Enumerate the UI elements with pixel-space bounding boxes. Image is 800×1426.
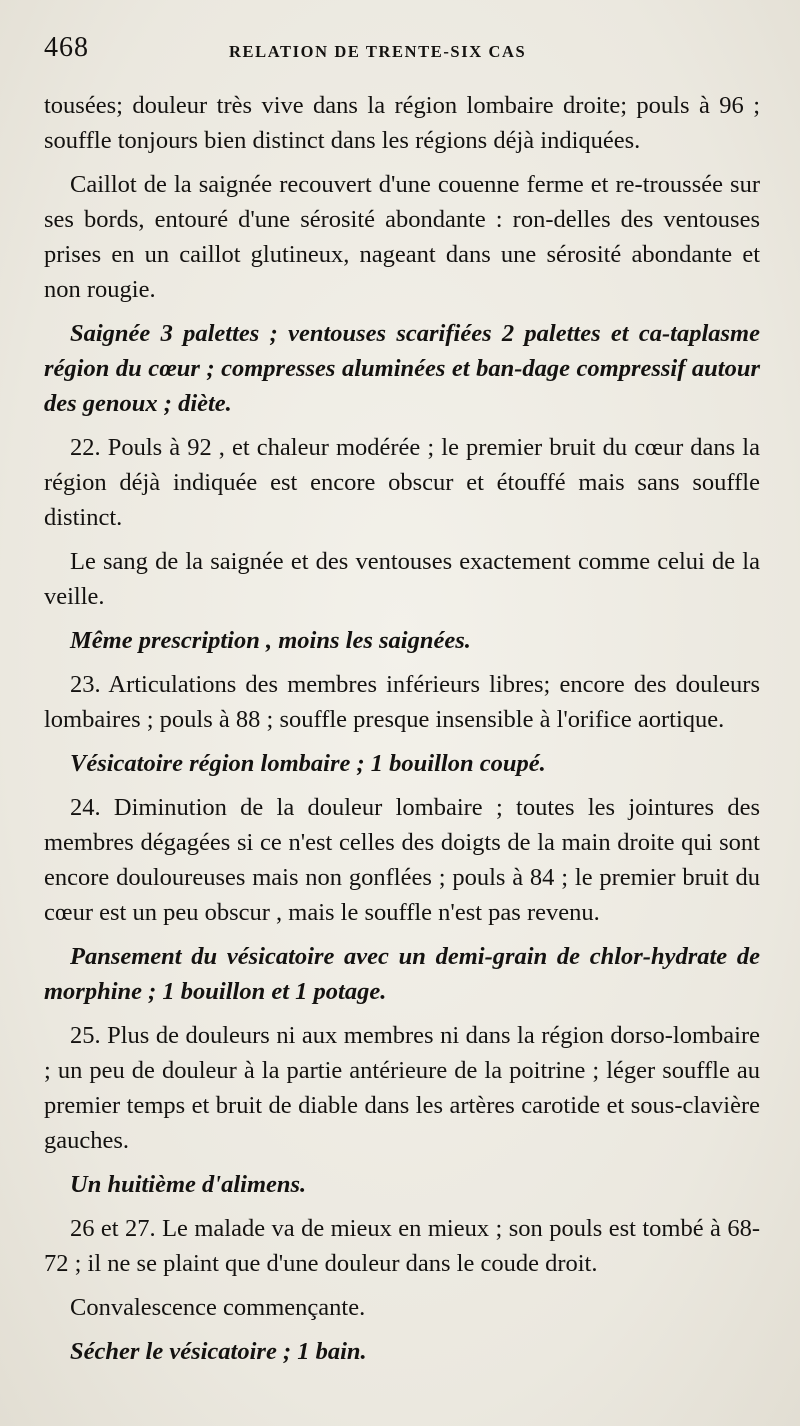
paragraph: Caillot de la saignée recouvert d'une couenne ferme et re-troussée sur ses bords, entouré d'une sérosité abondante : ron-delles des ventouses prises en un caillot glutineux, nageant dans une sérosité abondante et non rougie. — [44, 171, 760, 303]
page-header — [44, 32, 760, 72]
paragraph: 25. Plus de douleurs ni aux membres ni dans la région dorso-lombaire ; un peu de douleur à la partie antérieure de la poitrine ; léger souffle au premier temps et bruit de diable dans les artères carotide et sous-clavière gauches. — [44, 1022, 760, 1154]
prescription: Saignée 3 palettes ; ventouses scarifiées 2 palettes et ca-taplasme région du cœur ; compresses aluminées et ban-dage compressif autour des genoux ; diète. — [44, 320, 760, 417]
paragraph: 24. Diminution de la douleur lombaire ; toutes les jointures des membres dégagées si ce n'est celles des doigts de la main droite qui sont encore douloureuses mais non gonflées ; pouls à 84 ; le premier bruit du cœur est un peu obscur , mais le souffle n'est pas revenu. — [44, 794, 760, 926]
prescription: Un huitième d'alimens. — [70, 1171, 307, 1198]
running-title: RELATION DE TRENTE-SIX CAS — [229, 42, 527, 61]
paragraph: tousées; douleur très vive dans la région lombaire droite; pouls à 96 ; souffle tonjours bien distinct dans les régions déjà indiquées. — [44, 92, 760, 154]
prescription: Pansement du vésicatoire avec un demi-grain de chlor-hydrate de morphine ; 1 bouillon et 1 potage. — [44, 943, 760, 1005]
page-number: 468 — [44, 32, 89, 63]
paragraph: 26 et 27. Le malade va de mieux en mieux ; son pouls est tombé à 68-72 ; il ne se plaint que d'une douleur dans le coude droit. — [44, 1215, 760, 1277]
prescription: Vésicatoire région lombaire ; 1 bouillon coupé. — [70, 750, 546, 777]
paragraph: 23. Articulations des membres inférieurs libres; encore des douleurs lombaires ; pouls à 88 ; souffle presque insensible à l'orifice aortique. — [44, 671, 760, 733]
paragraph: 22. Pouls à 92 , et chaleur modérée ; le premier bruit du cœur dans la région déjà indiquée est encore obscur et étouffé mais sans souffle distinct. — [44, 434, 760, 531]
prescription: Sécher le vésicatoire ; 1 bain. — [70, 1338, 367, 1365]
prescription: Même prescription , moins les saignées. — [70, 627, 471, 654]
paragraph: Convalescence commençante. — [70, 1294, 366, 1321]
paragraph: Le sang de la saignée et des ventouses exactement comme celui de la veille. — [44, 548, 760, 610]
body-text — [44, 88, 760, 1378]
